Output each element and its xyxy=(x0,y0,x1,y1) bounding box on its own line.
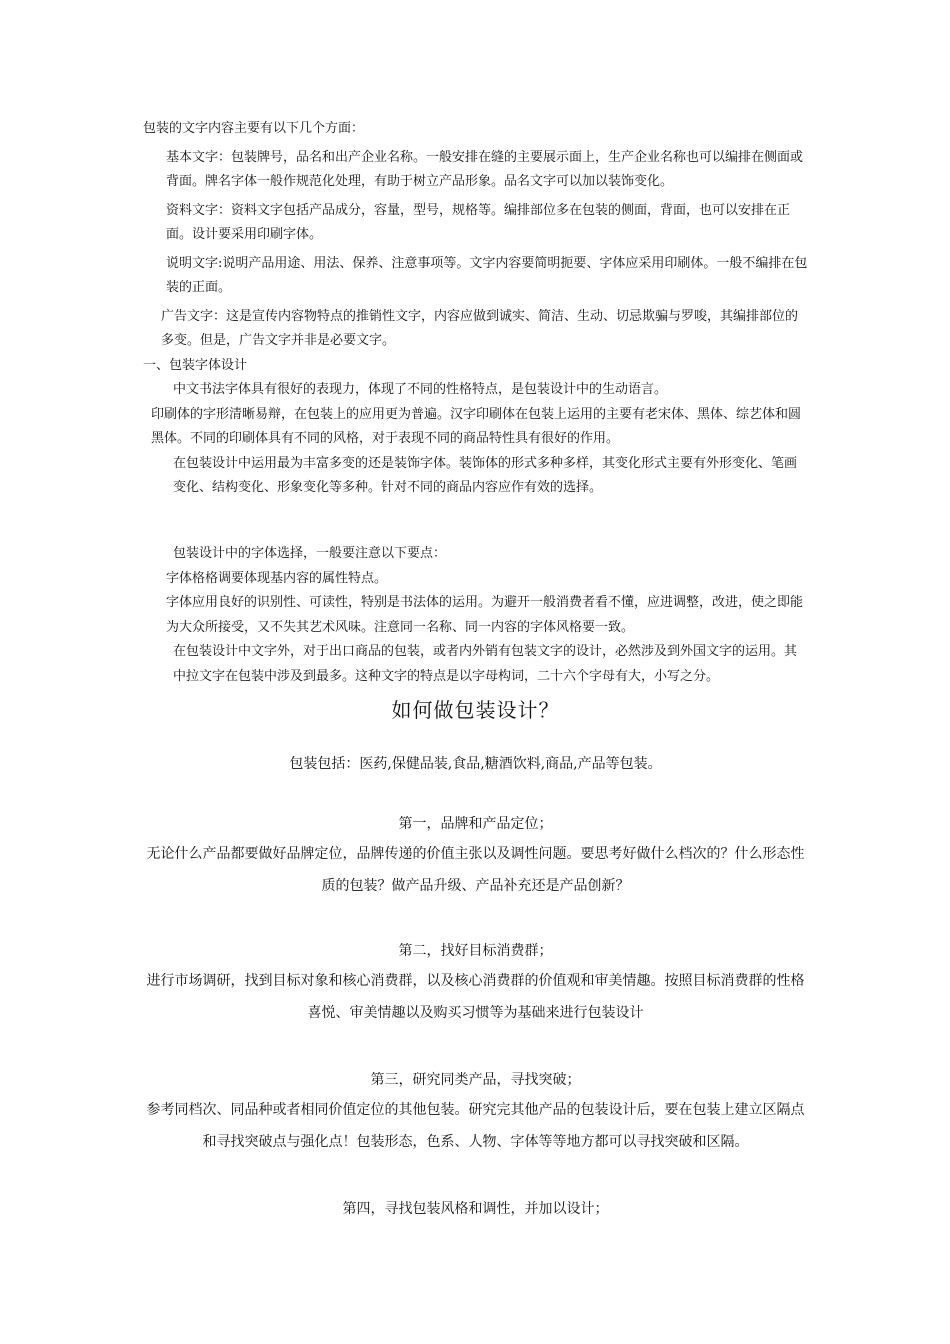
instruction-text-paragraph: 说明文字:说明产品用途、用法、保养、注意事项等。文字内容要简明扼要、字体应采用印刷体。一般不编排在包装的正面。 xyxy=(166,255,808,295)
step2-title: 第二，找好目标消费群； xyxy=(398,943,553,959)
scope-line: 包装包括：医药,保健品装,食品,糖酒饮料,商品,产品等包装。 xyxy=(289,756,662,772)
font-design-heading: 一、包装字体设计 xyxy=(143,357,248,373)
package-design-section xyxy=(143,694,808,1218)
font-style-point: 字体格格调要体现基内容的属性特点。 xyxy=(166,570,388,586)
page-title: 如何做包装设计？ xyxy=(391,698,560,722)
readability-point: 字体应用良好的识别性、可读性，特别是书法体的运用。为避开一般消费者看不懂，应进调整，改进，使之即能为大众所接受，又不失其艺术风味。注意同一名称、同一内容的字体风格要一致。 xyxy=(166,595,804,635)
step3-body: 参考同档次、同品种或者相同价值定位的其他包装。研究完其他产品的包装设计后，要在包装上建立区隔点和寻找突破点与强化点！包装形态，色系、人物、字体等等地方都可以寻找突破和区隔。 xyxy=(146,1102,805,1150)
calligraphy-paragraph: 中文书法字体具有很好的表现力，体现了不同的性格特点，是包装设计中的生动语言。 xyxy=(173,382,668,397)
step3-title: 第三，研究同类产品，寻找突破； xyxy=(370,1072,581,1088)
font-choice-section xyxy=(143,542,808,689)
font-choice-heading: 包装设计中的字体选择，一般要注意以下要点： xyxy=(173,546,447,561)
font-guidelines-section xyxy=(143,117,808,501)
step1-body: 无论什么产品都要做好品牌定位，品牌传递的价值主张以及调性问题。要思考好做什么档次的？什么形态性质的包装？做产品升级、产品补充还是产品创新？ xyxy=(146,846,805,894)
step2-body: 进行市场调研，找到目标对象和核心消费群，以及核心消费群的价值观和审美情趣。按照目标消费群的性格喜悦、审美情趣以及购买习惯等为基础来进行包装设计 xyxy=(146,973,805,1021)
intro-line: 包装的文字内容主要有以下几个方面： xyxy=(143,121,365,136)
decorative-font-paragraph: 在包装设计中运用最为丰富多变的还是装饰字体。装饰体的形式多种多样，其变化形式主要有外形变化、笔画变化、结构变化、形象变化等多种。针对不同的商品内容应作有效的选择。 xyxy=(173,455,798,495)
foreign-text-point: 在包装设计中文字外，对于出口商品的包装，或者内外销有包装文字的设计，必然涉及到外国文字的运用。其中拉文字在包装中涉及到最多。这种文字的特点是以字母构词，二十六个字母有大，小写之分。 xyxy=(173,644,798,684)
step1-title: 第一，品牌和产品定位； xyxy=(398,816,553,832)
print-font-paragraph: 印刷体的字形清晰易辩，在包装上的应用更为普遍。汉字印刷体在包装上运用的主要有老宋体、黑体、综艺体和圆黑体。不同的印刷体具有不同的风格，对于表现不同的商品特性具有很好的作用。 xyxy=(151,406,802,446)
basic-text-paragraph: 基本文字：包装牌号，品名和出产企业名称。一般安排在缝的主要展示面上，生产企业名称也可以编排在侧面或背面。牌名字体一般作规范化处理，有助于树立产品形象。品名文字可以加以装饰变化。 xyxy=(166,149,804,189)
step4-title: 第四，寻找包装风格和调性，并加以设计； xyxy=(342,1201,609,1217)
material-text-paragraph: 资料文字：资料文字包括产品成分，容量，型号，规格等。编排部位多在包装的侧面，背面，也可以安排在正面。设计要采用印刷字体。 xyxy=(166,202,791,242)
ad-text-paragraph: 广告文字：这是宣传内容物特点的推销性文字，内容应做到诚实、简洁、生动、切忌欺骗与罗唆，其编排部位的多变。但是，广告文字并非是必要文字。 xyxy=(161,308,799,348)
